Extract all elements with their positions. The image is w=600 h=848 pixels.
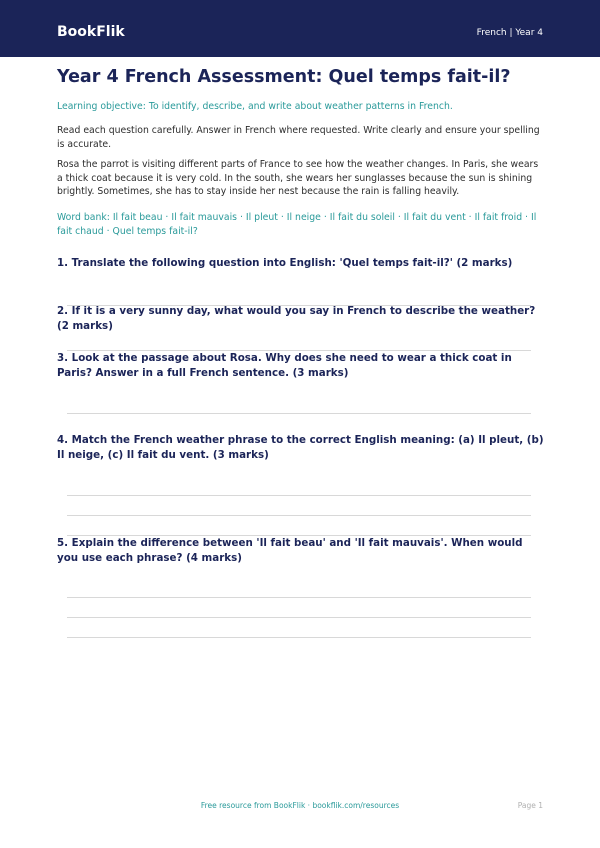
word-bank: Word bank: Il fait beau · Il fait mauvais · Il pleut · Il neige · Il fait du soleil · Il fait du vent · Il fait froid · Il fait chaud · Quel temps fait-il? — [57, 212, 537, 237]
reading-passage: Rosa the parrot is visiting different parts of France to see how the weather changes. In Paris, she wears a thick coat because it is very cold. In the south, she wears her sunglasses because the sun is shining brightly. Sometimes, she has to stay inside her nest because the rain is falling heavily. — [57, 159, 539, 198]
question-4: 4. Match the French weather phrase to the correct English meaning: (a) Il pleut, (b) Il neige, (c) Il fait du vent. (3 marks) — [57, 434, 544, 461]
brand-logo-text: BookFlik — [57, 24, 125, 40]
instructions: Read each question carefully. Answer in French where requested. Write clearly and ensure your spelling is accurate. — [57, 125, 540, 150]
question-1: 1. Translate the following question into English: 'Quel temps fait-il?' (2 marks) — [57, 257, 513, 269]
answer-line[interactable] — [67, 515, 531, 516]
subject-year-label: French | Year 4 — [476, 28, 543, 38]
answer-line[interactable] — [67, 617, 531, 618]
answer-line[interactable] — [67, 637, 531, 638]
page-number: Page 1 — [517, 801, 543, 810]
footer-text: Free resource from BookFlik · bookflik.com/resources — [200, 801, 400, 810]
answer-line[interactable] — [67, 413, 531, 414]
learning-objective: Learning objective: To identify, describe, and write about weather patterns in French. — [57, 101, 453, 112]
question-2: 2. If it is a very sunny day, what would you say in French to describe the weather? (2 marks) — [57, 305, 536, 332]
page-title: Year 4 French Assessment: Quel temps fait-il? — [57, 67, 511, 87]
question-5: 5. Explain the difference between 'Il fait beau' and 'Il fait mauvais'. When would you use each phrase? (4 marks) — [57, 537, 523, 564]
answer-line[interactable] — [67, 495, 531, 496]
question-3: 3. Look at the passage about Rosa. Why does she need to wear a thick coat in Paris? Answer in a full French sentence. (3 marks) — [57, 352, 512, 379]
page-header — [0, 0, 600, 57]
answer-line[interactable] — [67, 597, 531, 598]
